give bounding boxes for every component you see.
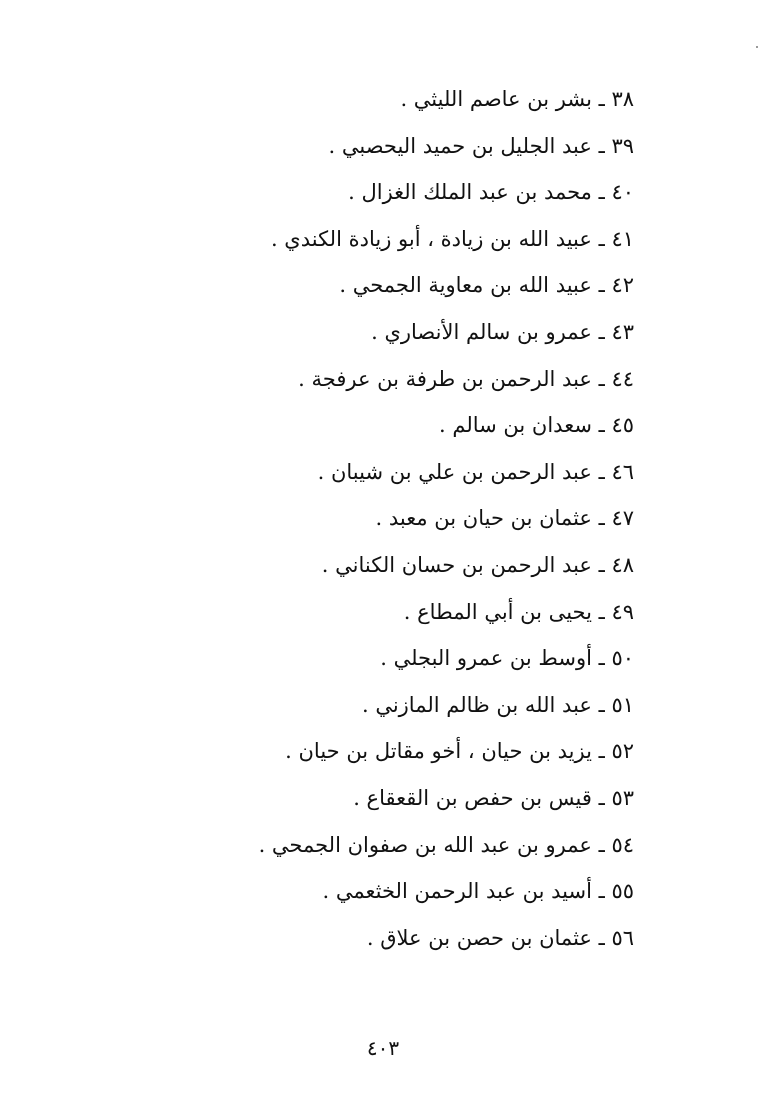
list-item: ٤٠ ـ محمد بن عبد الملك الغزال . xyxy=(348,180,634,205)
list-item: ٣٨ ـ بشر بن عاصم الليثي . xyxy=(400,87,634,111)
list-item: ٥٣ ـ قيس بن حفص بن القعقاع . xyxy=(353,785,634,810)
list-item: ٤٧ ـ عثمان بن حيان بن معبد . xyxy=(375,506,634,531)
narrator-list xyxy=(214,76,634,961)
list-item: ٤٣ ـ عمرو بن سالم الأنصاري . xyxy=(371,319,634,344)
list-item: ٤٥ ـ سعدان بن سالم . xyxy=(439,413,634,438)
list-item: ٤٦ ـ عبد الرحمن بن علي بن شيبان . xyxy=(317,459,634,484)
list-item: ٤٨ ـ عبد الرحمن بن حسان الكناني . xyxy=(321,552,634,577)
list-item: ٣٩ ـ عبد الجليل بن حميد اليحصبي . xyxy=(328,133,634,158)
list-item: ٥٢ ـ يزيد بن حيان ، أخو مقاتل بن حيان . xyxy=(285,739,634,764)
scan-mark xyxy=(756,46,758,48)
list-item: ٤٩ ـ يحيى بن أبي المطاع . xyxy=(403,599,634,624)
list-item: ٤٤ ـ عبد الرحمن بن طرفة بن عرفجة . xyxy=(298,366,634,391)
list-item: ٥٠ ـ أوسط بن عمرو البجلي . xyxy=(380,646,634,671)
page-number: ٤٠٣ xyxy=(366,1036,400,1060)
list-item: ٥٦ ـ عثمان بن حصن بن علاق . xyxy=(366,925,634,950)
list-item: ٥٥ ـ أسيد بن عبد الرحمن الخثعمي . xyxy=(322,879,634,904)
list-item: ٥٤ ـ عمرو بن عبد الله بن صفوان الجمحي . xyxy=(258,832,634,857)
list-item: ٤١ ـ عبيد الله بن زيادة ، أبو زيادة الكندي . xyxy=(270,226,634,251)
list-item: ٤٢ ـ عبيد الله بن معاوية الجمحي . xyxy=(339,273,634,298)
list-item: ٥١ ـ عبد الله بن ظالم المازني . xyxy=(361,692,634,717)
